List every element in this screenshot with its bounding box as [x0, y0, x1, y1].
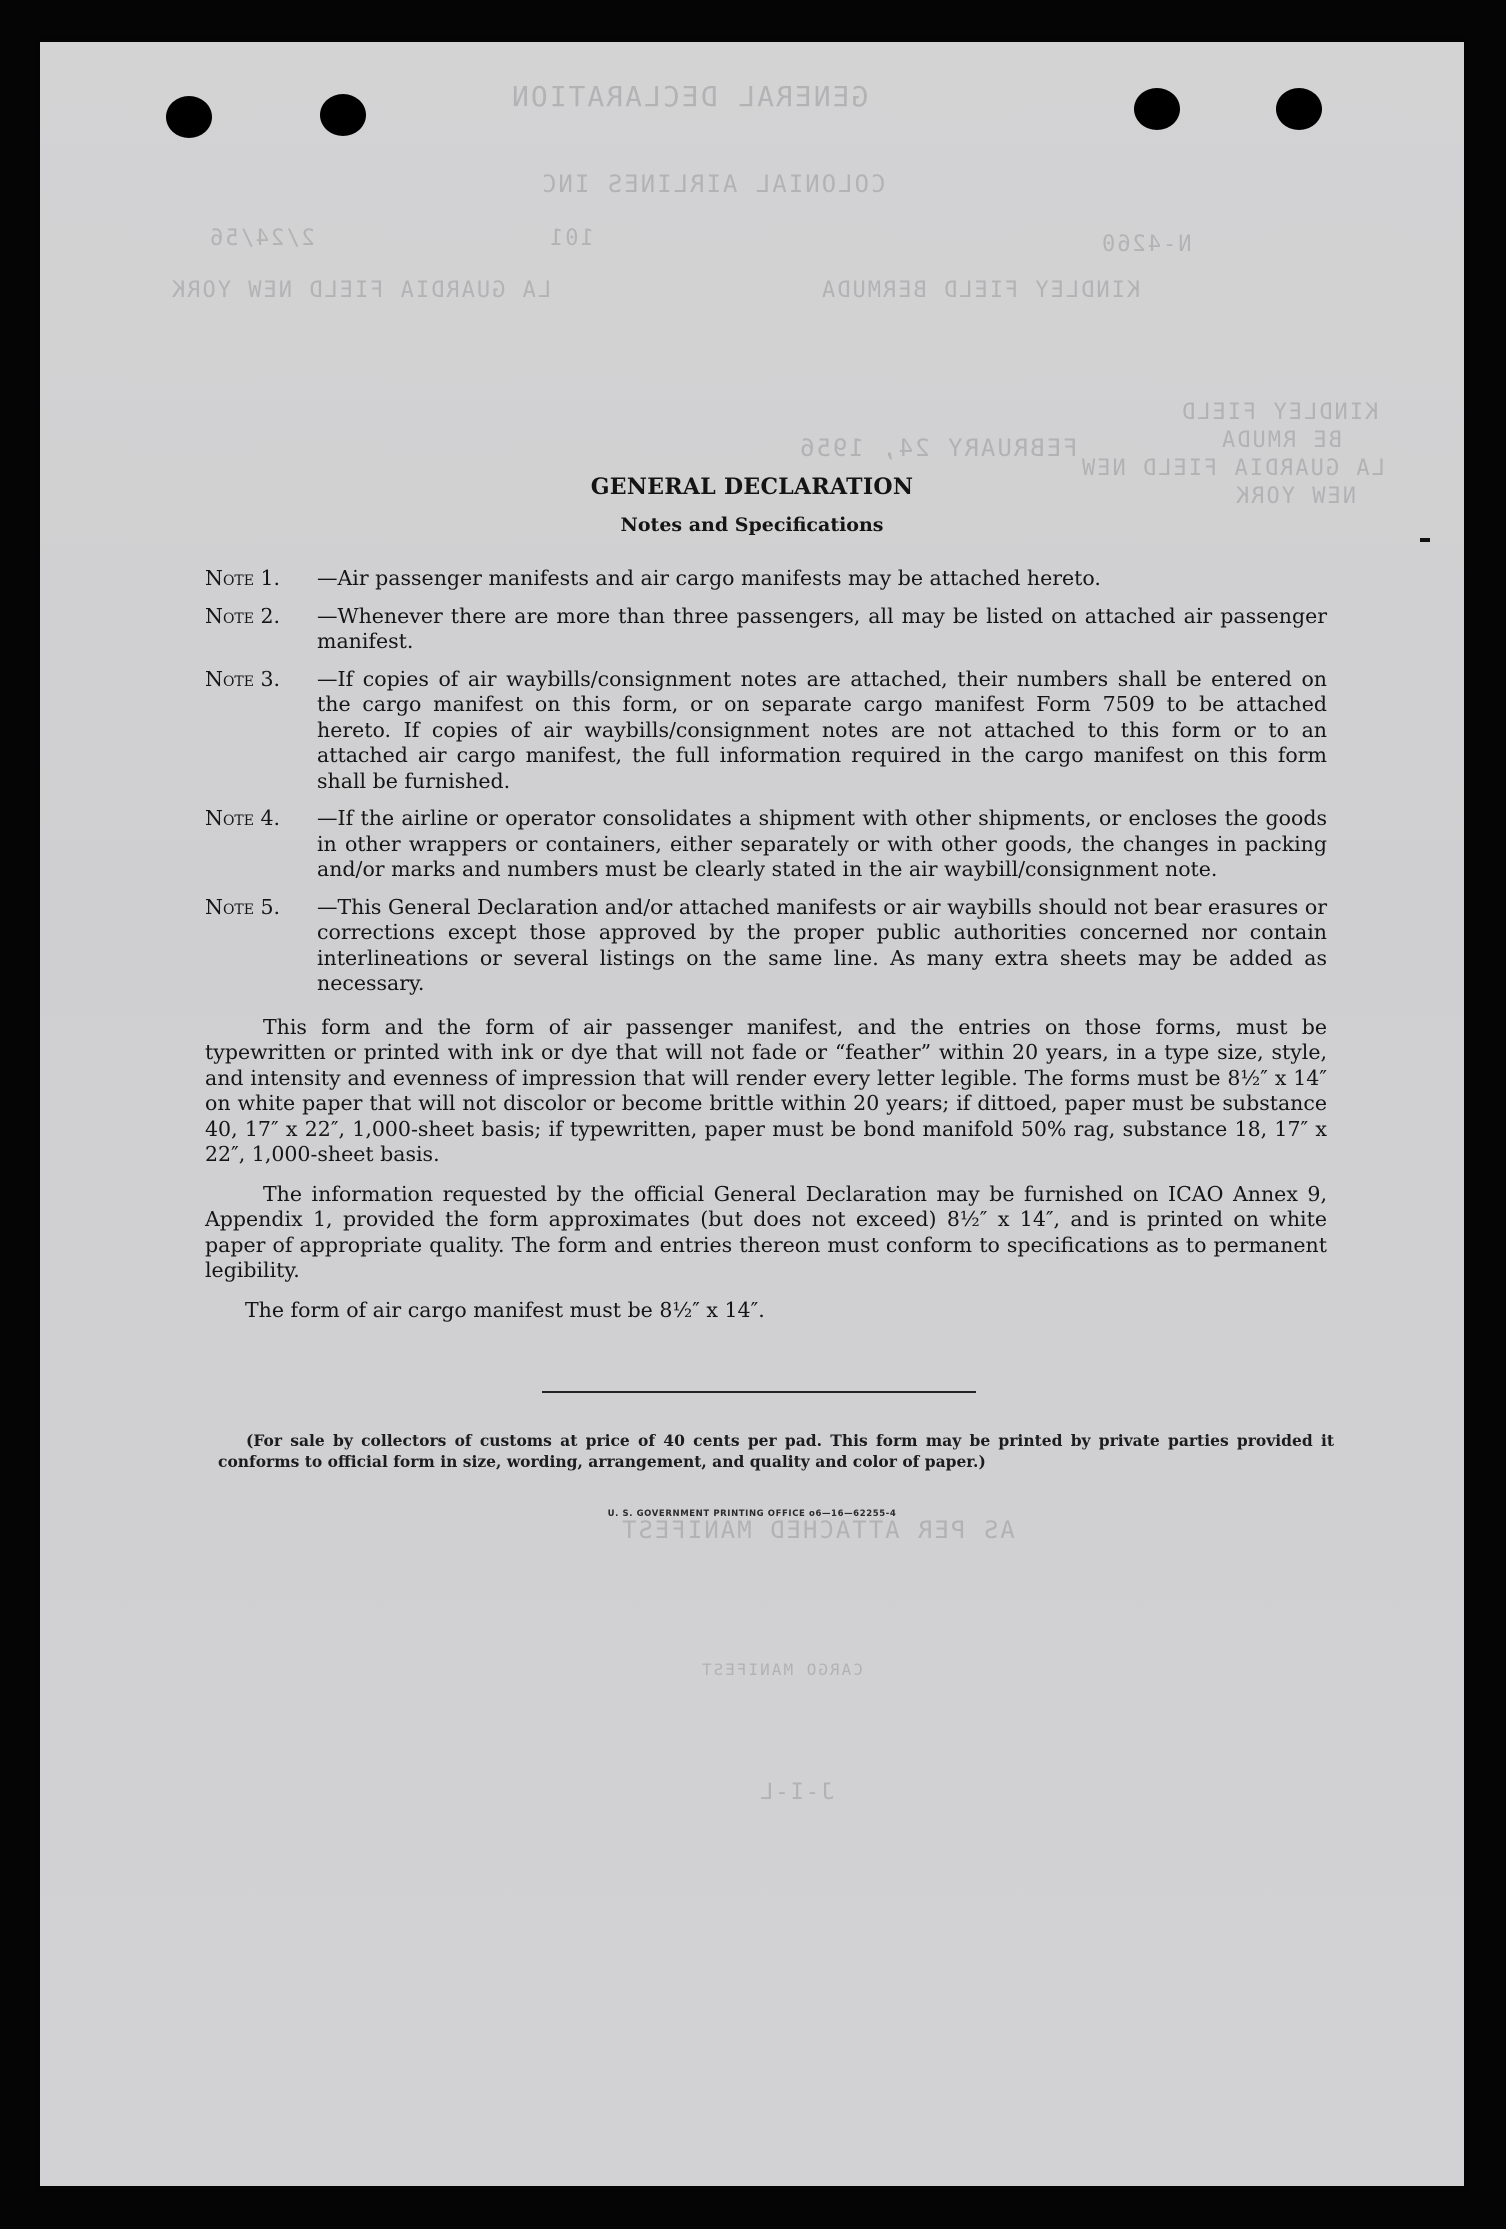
bleed-place: KINDLEY FIELD [1180, 400, 1379, 425]
bleed-route: KINDLEY FIELD BERMUDA [820, 278, 1141, 303]
specification-paragraph: The form of air cargo manifest must be 8½″ x 14″. [245, 1297, 765, 1322]
note-item [205, 895, 1327, 997]
bleed-place: NEW YORK [1234, 484, 1356, 509]
bleed-header: GENERAL DECLARATION [510, 80, 869, 113]
note-item [205, 566, 1327, 592]
page-title: GENERAL DECLARATION [590, 474, 914, 500]
bleed-flight: 101 [548, 226, 594, 251]
bleed-page-code: J-I-L [758, 1780, 835, 1805]
bleed-manifest: N-4260 [1100, 232, 1192, 257]
note-text: —This General Declaration and/or attached manifests or air waybills should not bear erasures or corrections except those approved by the proper public authorities concerned nor contain interlineations or several listings on the same line. As many extra sheets may be added as necessary. [317, 894, 1327, 995]
printing-office-line: U. S. GOVERNMENT PRINTING OFFICE o6—16—62255-4 [607, 1509, 897, 1519]
note-label: Note 4. [205, 806, 281, 830]
note-text: —Air passenger manifests and air cargo manifests may be attached hereto. [317, 566, 1101, 590]
bleed-pax: AS PER ATTACHED MANIFEST [620, 1516, 1015, 1544]
note-text: —Whenever there are more than three passengers, all may be listed on attached air passenger manifest. [317, 603, 1327, 653]
bleed-place: LA GUARDIA FIELD NEW [1080, 456, 1385, 481]
punch-hole [320, 94, 366, 136]
bleed-date-typed: FEBRUARY 24, 1956 [798, 434, 1078, 462]
punch-hole [1276, 88, 1322, 130]
notes-list [205, 566, 1327, 1337]
note-text: —If the airline or operator consolidates a shipment with other shipments, or encloses the goods in other wrappers or containers, either separately or with other goods, the changes in packing and/or marks and numbers must be clearly stated in the air waybill/consignment note. [317, 806, 1327, 881]
specification-paragraph: This form and the form of air passenger manifest, and the entries on those forms, must be typewritten or printed with ink or dye that will not fade or “feather” within 20 years, in a type size, style, and intensity and evenness of impression that will render every letter legible. The forms must be 8½″ x 14″ on white paper that will not discolor or become brittle within 20 years; if dittoed, paper must be substance 40, 17″ x 22″, 1,000-sheet basis; if typewritten, paper must be bond manifold 50% rag, substance 18, 17″ x 22″, 1,000-sheet basis. [205, 1014, 1327, 1166]
note-item [205, 806, 1327, 883]
note-label: Note 5. [205, 894, 281, 919]
punch-hole [166, 96, 212, 138]
bleed-airline: COLONIAL AIRLINES INC [540, 170, 886, 198]
note-label: Note 3. [205, 666, 281, 691]
bleed-destination: LA GUARDIA FIELD NEW YORK [170, 278, 552, 303]
note-text: —If copies of air waybills/consignment notes are attached, their numbers shall be entered on the cargo manifest on this form, or on separate cargo manifest Form 7509 to be attached hereto. If copies of air waybills/consignment notes are not attached to this form or to an attached air cargo manifest, the full information required in the cargo manifest on this form shall be furnished. [317, 666, 1327, 793]
bleed-cargo: CARGO MANIFEST [700, 1660, 863, 1679]
divider-rule [542, 1391, 976, 1393]
note-label: Note 1. [205, 566, 281, 590]
document-sheet [40, 42, 1464, 2186]
sale-note: (For sale by collectors of customs at price of 40 cents per pad. This form may be printed by private parties provided it conforms to official form in size, wording, arrangement, and quality and color of paper.) [218, 1431, 1334, 1471]
note-item [205, 604, 1327, 655]
specification-paragraph: The information requested by the official General Declaration may be furnished on ICAO Annex 9, Appendix 1, provided the form approximates (but does not exceed) 8½″ x 14″, and is printed on white paper of appropriate quality. The form and entries thereon must conform to specifications as to permanent legibility. [205, 1181, 1327, 1282]
note-label: Note 2. [205, 603, 281, 628]
bleed-place: BE RMUDA [1220, 428, 1342, 453]
page-subtitle: Notes and Specifications [620, 514, 884, 536]
note-item [205, 667, 1327, 795]
punch-hole [1134, 88, 1180, 130]
edge-mark [1420, 538, 1430, 542]
bleed-date: 2/24/56 [208, 226, 315, 251]
